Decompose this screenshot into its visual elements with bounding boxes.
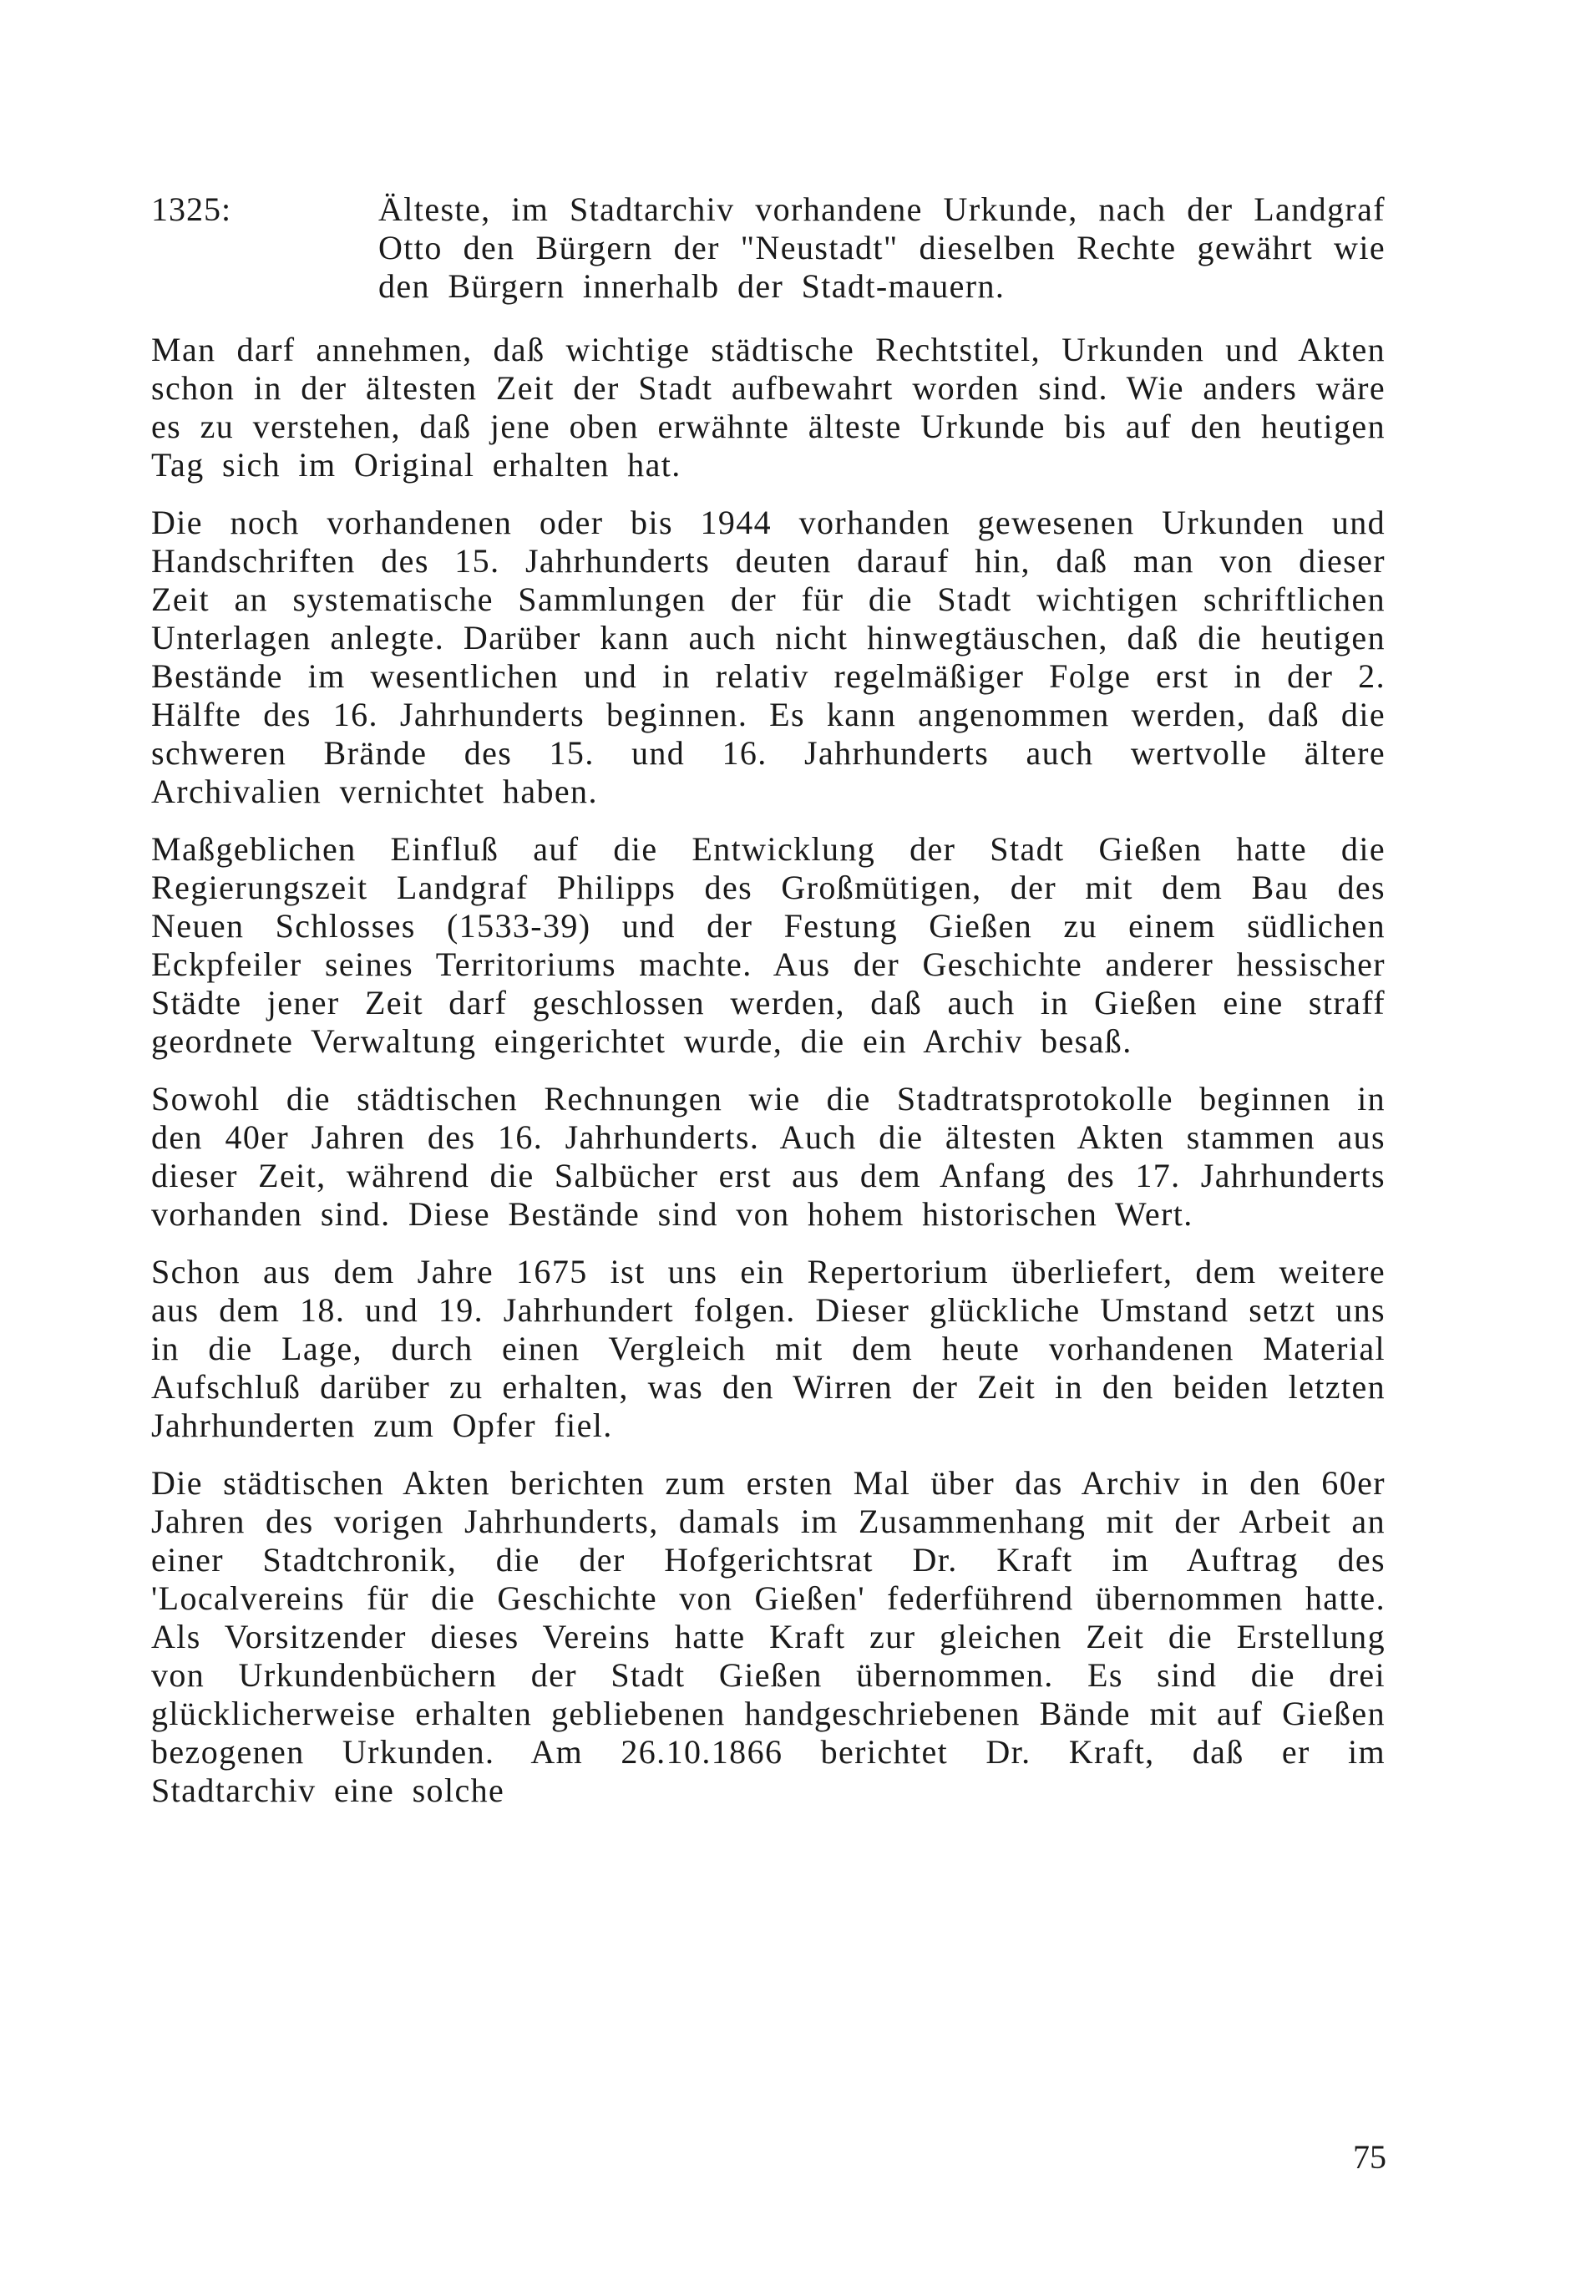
entry-text: Älteste, im Stadtarchiv vorhandene Urkunde, nach der Landgraf Otto den Bürgern der "Neustadt" dieselben Rechte gewährt wie den Bürgern innerhalb der Stadt-mauern. <box>378 190 1386 305</box>
entry-year: 1325: <box>151 190 232 228</box>
paragraph: Man darf annehmen, daß wichtige städtische Rechtstitel, Urkunden und Akten schon in der ältesten Zeit der Stadt aufbewahrt worden sind. Wie anders wäre es zu verstehen, daß jene oben erwähnte älteste Urkunde bis auf den heutigen Tag sich im Original erhalten hat. <box>151 331 1386 484</box>
paragraph: Maßgeblichen Einfluß auf die Entwicklung der Stadt Gießen hatte die Regierungszeit Landgraf Philipps des Großmütigen, der mit dem Bau des Neuen Schlosses (1533-39) und der Festung Gießen zu einem südlichen Eckpfeiler seines Territoriums machte. Aus der Geschichte anderer hessischer Städte jener Zeit darf geschlossen werden, daß auch in Gießen eine straff geordnete Verwaltung eingerichtet wurde, die ein Archiv besaß. <box>151 830 1386 1060</box>
paragraph: Schon aus dem Jahre 1675 ist uns ein Repertorium überliefert, dem weitere aus dem 18. und 19. Jahrhundert folgen. Dieser glückliche Umstand setzt uns in die Lage, durch einen Vergleich mit dem heute vorhandenen Material Aufschluß darüber zu erhalten, was den Wirren der Zeit in den beiden letzten Jahrhunderten zum Opfer fiel. <box>151 1253 1386 1444</box>
chronicle-entry <box>151 190 1386 306</box>
page-body <box>151 190 1386 1829</box>
paragraph: Die noch vorhandenen oder bis 1944 vorhanden gewesenen Urkunden und Handschriften des 15. Jahrhunderts deuten darauf hin, daß man von dieser Zeit an systematische Sammlungen der für die Stadt wichtigen schriftlichen Unterlagen anlegte. Darüber kann auch nicht hinwegtäuschen, daß die heutigen Bestände im wesentlichen und in relativ regelmäßiger Folge erst in der 2. Hälfte des 16. Jahrhunderts beginnen. Es kann angenommen werden, daß die schweren Brände des 15. und 16. Jahrhunderts auch wertvolle ältere Archivalien vernichtet haben. <box>151 504 1386 810</box>
paragraph: Sowohl die städtischen Rechnungen wie die Stadtratsprotokolle beginnen in den 40er Jahren des 16. Jahrhunderts. Auch die ältesten Akten stammen aus dieser Zeit, während die Salbücher erst aus dem Anfang des 17. Jahrhunderts vorhanden sind. Diese Bestände sind von hohem historischen Wert. <box>151 1080 1386 1233</box>
page-number: 75 <box>1353 2138 1386 2176</box>
paragraph: Die städtischen Akten berichten zum ersten Mal über das Archiv in den 60er Jahren des vorigen Jahrhunderts, damals im Zusammenhang mit der Arbeit an einer Stadtchronik, die der Hofgerichtsrat Dr. Kraft im Auftrag des 'Localvereins für die Geschichte von Gießen' federführend übernommen hatte. Als Vorsitzender dieses Vereins hatte Kraft zur gleichen Zeit die Erstellung von Urkundenbüchern der Stadt Gießen übernommen. Es sind die drei glücklicherweise erhalten gebliebenen handgeschriebenen Bände mit auf Gießen bezogenen Urkunden. Am 26.10.1866 berichtet Dr. Kraft, daß er im Stadtarchiv eine solche <box>151 1464 1386 1809</box>
